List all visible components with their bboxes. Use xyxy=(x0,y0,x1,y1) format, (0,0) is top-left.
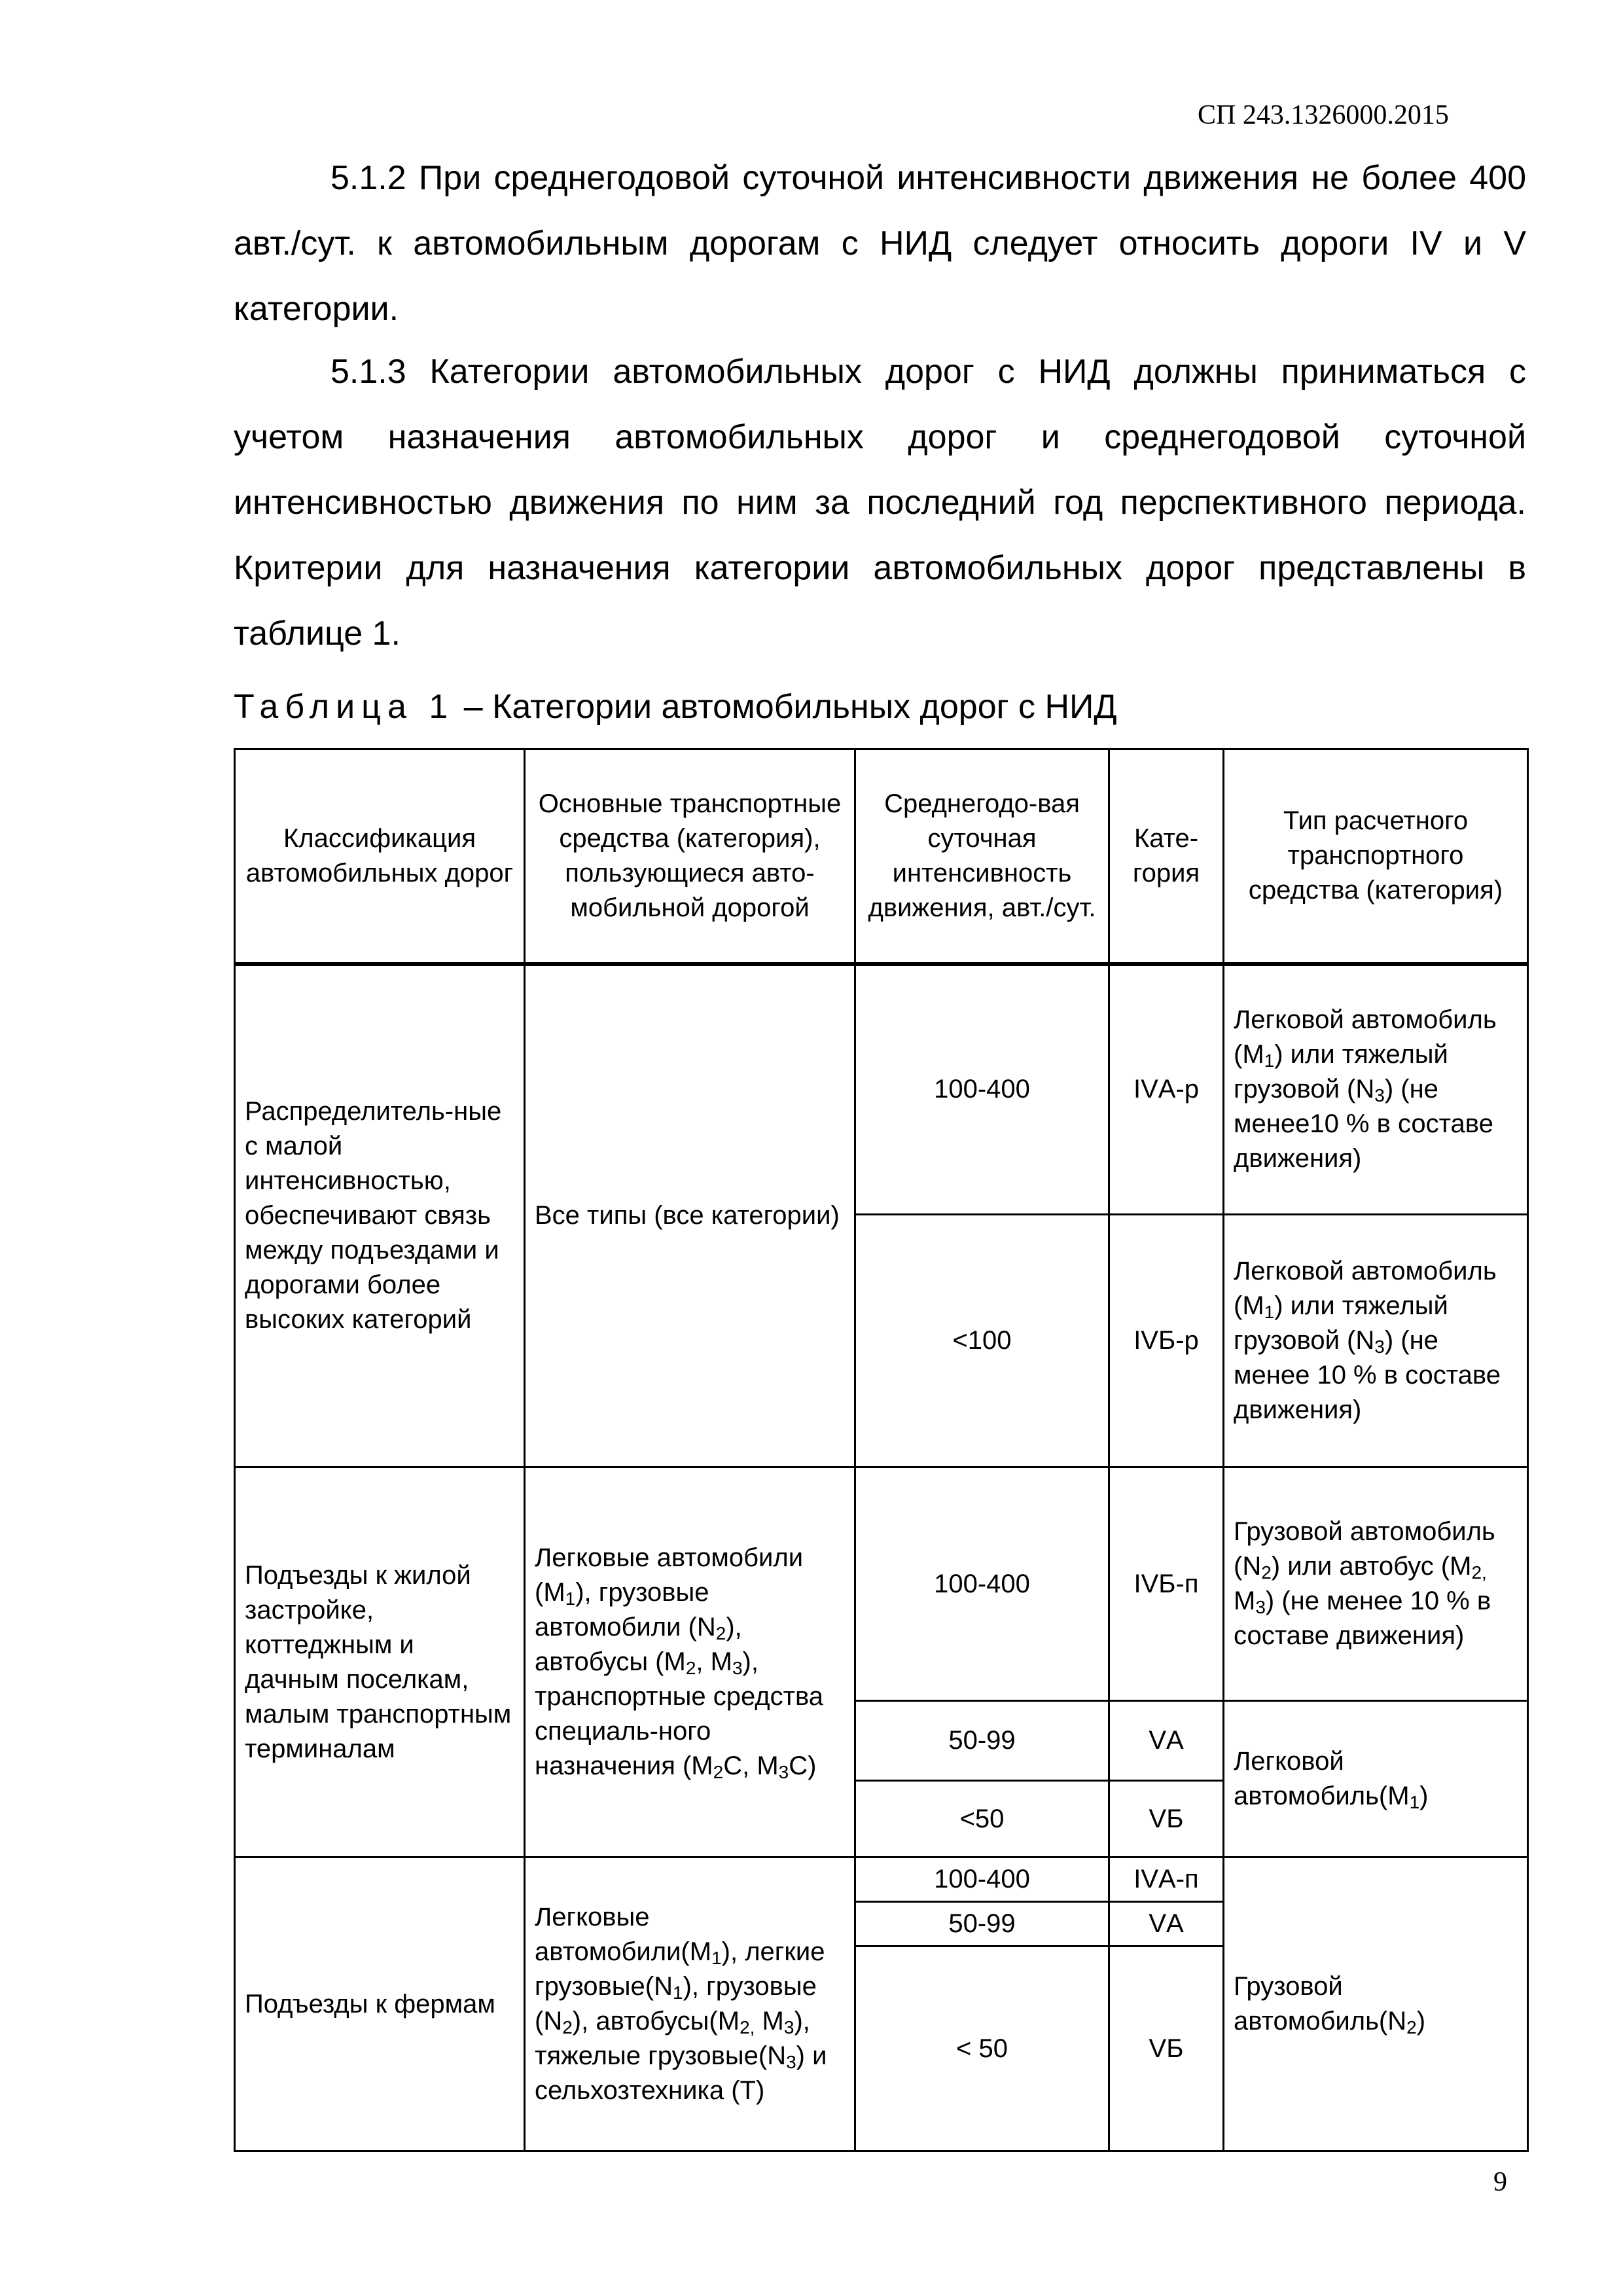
text: Легковые автомобили(М xyxy=(535,1903,712,1966)
header-vehicles: Основные транспортные средства (категория), пользующиеся авто-мобильной дорогой xyxy=(525,749,855,964)
table-caption xyxy=(234,674,1117,740)
text: ), грузовые (N xyxy=(535,1972,817,2036)
paragraph-text: 5.1.3 Категории автомобильных дорог с НИД должны приниматься с учетом назначения автомобильных дорог и среднегодовой суточной интенсивностью движения по ним за последний год перспективного периода. Критерии для назначения категории автомобильных дорог представлены в таблице 1. xyxy=(234,353,1526,653)
page-number: 9 xyxy=(1493,2167,1507,2197)
subscript: 3 xyxy=(1374,1336,1385,1357)
cell-intensity: < 50 xyxy=(855,1946,1109,2151)
text: ), грузовые автомобили (N xyxy=(535,1578,716,1641)
subscript: 2 xyxy=(1406,2017,1417,2037)
text: Грузовой автомобиль(N xyxy=(1234,1972,1407,2036)
subscript: 1 xyxy=(1409,1792,1420,1812)
header-intensity: Среднегодо-вая суточная интенсивность движения, авт./сут. xyxy=(855,749,1109,964)
table-header-row xyxy=(235,749,1528,964)
cell-intensity: 100-400 xyxy=(855,1857,1109,1902)
cell-vehicles xyxy=(525,1857,855,2151)
cell-design-vehicle xyxy=(1224,1701,1528,1857)
subscript: 2 xyxy=(1261,1562,1272,1583)
subscript: 2, xyxy=(1471,1562,1487,1583)
subscript: 1 xyxy=(672,1982,683,2003)
text: ) (не менее 10 % в составе движения) xyxy=(1234,1326,1501,1424)
subscript: 1 xyxy=(1264,1050,1275,1071)
cell-design-vehicle xyxy=(1224,964,1528,1215)
cell-intensity: 50-99 xyxy=(855,1701,1109,1781)
text: ) и сельхозтехника (Т) xyxy=(535,2041,827,2105)
text: ) или тяжелый грузовой (N xyxy=(1234,1040,1448,1104)
document-code: СП 243.1326000.2015 xyxy=(1198,100,1449,130)
subscript: 2 xyxy=(562,2017,573,2037)
text: Легковой автомобиль (М xyxy=(1234,1005,1497,1069)
text: ) xyxy=(1419,1782,1429,1810)
text: С, М xyxy=(723,1751,779,1780)
subscript: 1 xyxy=(1264,1302,1275,1322)
text: Легковой автомобиль (М xyxy=(1234,1257,1497,1320)
subscript: 3 xyxy=(1374,1085,1385,1106)
text: Легковые автомобили (М xyxy=(535,1543,804,1607)
subscript: 2 xyxy=(715,1623,726,1643)
cell-category: IVБ-п xyxy=(1109,1467,1224,1701)
cell-classification: Подъезды к фермам xyxy=(235,1857,525,2151)
text: ), автобусы(М xyxy=(572,2007,740,2036)
text: ), тяжелые грузовые(N xyxy=(535,2007,810,2070)
text: М xyxy=(755,2007,784,2036)
table-caption-text: – Категории автомобильных дорог с НИД xyxy=(454,688,1117,726)
text: ), транспортные средства специаль-ного назначения (М xyxy=(535,1647,824,1780)
table-row xyxy=(235,1857,1528,1902)
subscript: 3 xyxy=(732,1658,743,1678)
header-category: Кате-гория xyxy=(1109,749,1224,964)
subscript: 3 xyxy=(1255,1597,1266,1617)
subscript: 2 xyxy=(685,1658,696,1678)
paragraph-text: 5.1.2 При среднегодовой суточной интенсивности движения не более 400 авт./сут. к автомобильным дорогам с НИД следует относить дороги IV и V категории. xyxy=(234,159,1526,328)
cell-design-vehicle xyxy=(1224,1857,1528,2151)
text: С) xyxy=(789,1751,817,1780)
text: , М xyxy=(696,1647,732,1676)
table-row xyxy=(235,1467,1528,1701)
cell-category: IVА-р xyxy=(1109,964,1224,1215)
cell-intensity: 100-400 xyxy=(855,964,1109,1215)
cell-intensity: 100-400 xyxy=(855,1467,1109,1701)
cell-category: VА xyxy=(1109,1701,1224,1781)
text: ) (не менее 10 % в составе движения) xyxy=(1234,1587,1491,1650)
cell-category: VА xyxy=(1109,1902,1224,1946)
table-row xyxy=(235,964,1528,1215)
subscript: 1 xyxy=(711,1948,722,1968)
text: ) или автобус (М xyxy=(1271,1552,1472,1581)
cell-vehicles xyxy=(525,1467,855,1857)
table-caption-label: Таблица 1 xyxy=(234,688,455,726)
cell-vehicles: Все типы (все категории) xyxy=(525,964,855,1467)
cell-intensity: <100 xyxy=(855,1215,1109,1467)
subscript: 2 xyxy=(713,1762,724,1782)
cell-category: IVБ-р xyxy=(1109,1215,1224,1467)
cell-category: VБ xyxy=(1109,1781,1224,1857)
text: Легковой автомобиль(М xyxy=(1234,1747,1410,1810)
paragraph-5-1-3 xyxy=(234,339,1526,666)
cell-intensity: <50 xyxy=(855,1781,1109,1857)
subscript: 3 xyxy=(783,2017,794,2037)
text: Грузовой автомобиль (N xyxy=(1234,1517,1495,1581)
text: ) xyxy=(1416,2007,1426,2036)
subscript: 3 xyxy=(778,1762,789,1782)
cell-classification: Распределитель-ные с малой интенсивностью, обеспечивают связь между подъездами и дорогами более высоких категорий xyxy=(235,964,525,1467)
header-design-vehicle: Тип расчетного транспортного средства (категория) xyxy=(1224,749,1528,964)
text: ), автобусы (М xyxy=(535,1613,742,1676)
text: ), легкие грузовые(N xyxy=(535,1937,825,2001)
header-classification: Классификация автомобильных дорог xyxy=(235,749,525,964)
cell-design-vehicle xyxy=(1224,1467,1528,1701)
cell-intensity: 50-99 xyxy=(855,1902,1109,1946)
cell-design-vehicle xyxy=(1224,1215,1528,1467)
road-categories-table xyxy=(234,748,1529,2152)
subscript: 1 xyxy=(565,1588,576,1609)
cell-category: VБ xyxy=(1109,1946,1224,2151)
cell-classification: Подъезды к жилой застройке, коттеджным и дачным поселкам, малым транспортным терминалам xyxy=(235,1467,525,1857)
cell-category: IVА-п xyxy=(1109,1857,1224,1902)
text: ) (не менее10 % в составе движения) xyxy=(1234,1075,1493,1174)
subscript: 2, xyxy=(740,2017,755,2037)
text: М xyxy=(1234,1587,1256,1615)
paragraph-5-1-2 xyxy=(234,145,1526,342)
text: ) или тяжелый грузовой (N xyxy=(1234,1291,1448,1355)
subscript: 3 xyxy=(786,2052,796,2072)
